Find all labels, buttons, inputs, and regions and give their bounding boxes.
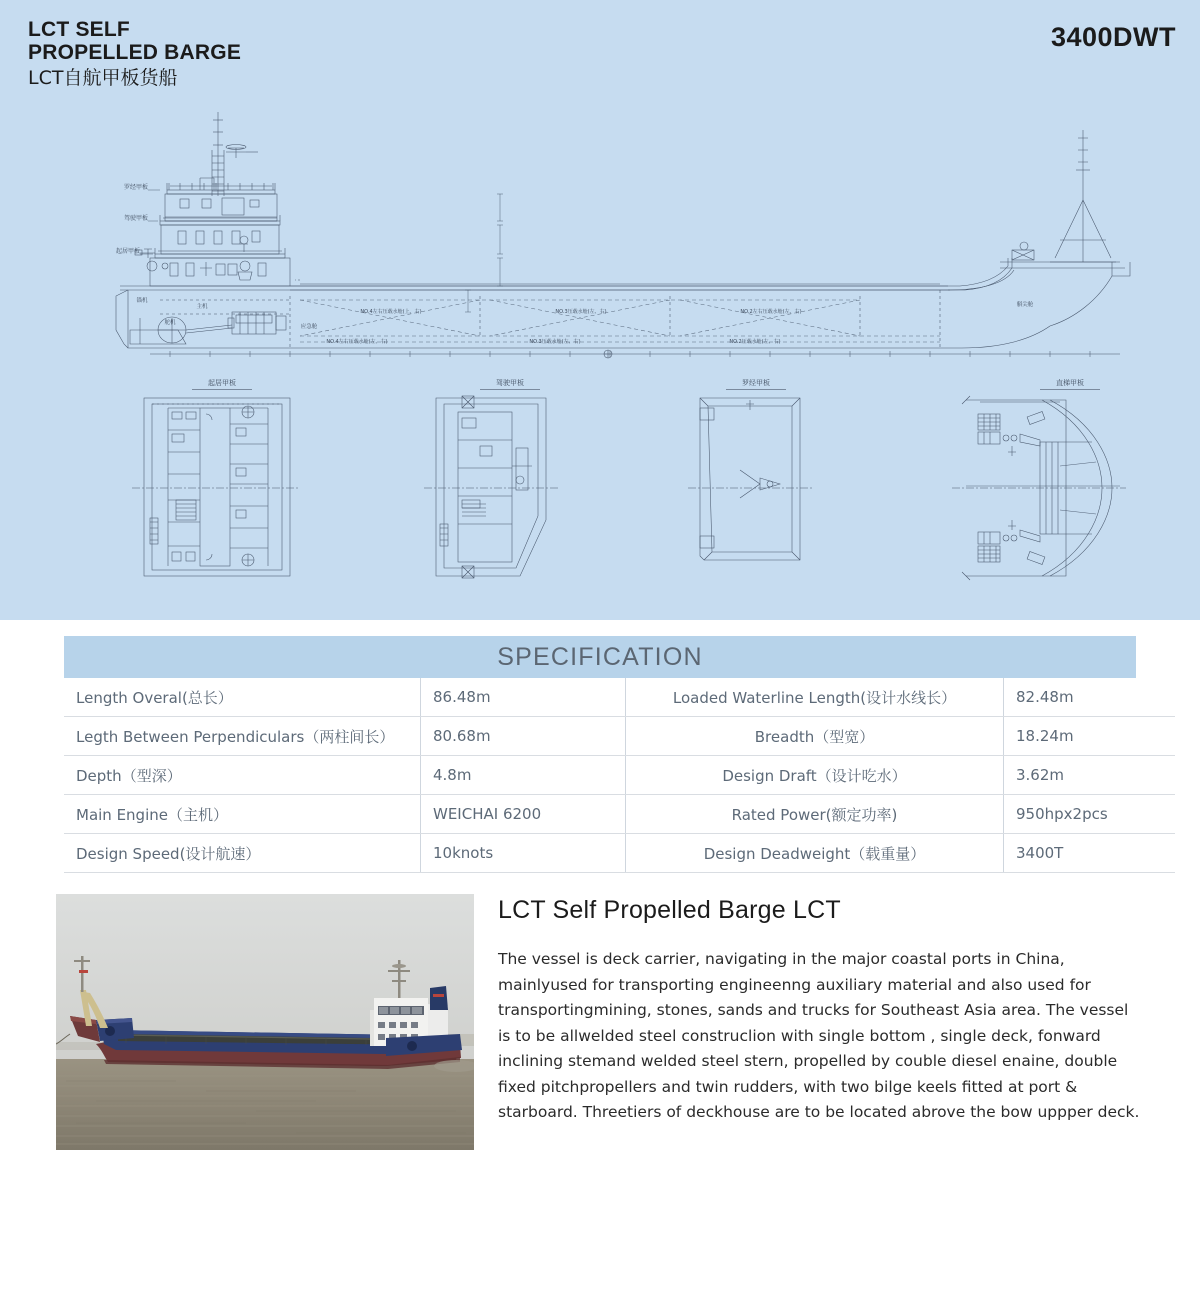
title-line-1: LCT SELF: [28, 18, 130, 41]
specification-section: [64, 636, 1136, 873]
profile-note-tank-3-upper: NO.3压载水舱(左、右): [555, 309, 607, 315]
spec-value: 80.68m: [421, 717, 626, 756]
table-row: [64, 834, 1175, 873]
deck-plan-label-accommodation: 起居甲板: [192, 378, 252, 390]
profile-note-tank-3-lower: NO.3压载水舱(左、右): [529, 339, 581, 345]
profile-note-tank-4-lower: NO.4左右压载水舱(左、右): [326, 339, 388, 345]
profile-note-windlass: 锚机: [136, 298, 148, 304]
profile-note-tank-2-lower: NO.2压载水舱(左、右): [729, 339, 781, 345]
profile-note-tank-4-upper: NO.4左右压载水舱(上、右): [360, 309, 422, 315]
profile-label-navigation-deck: 驾驶甲板: [123, 215, 148, 222]
spec-value: 950hpx2pcs: [1004, 795, 1176, 834]
profile-note-tank-2-upper: NO.2左右压载水舱(左、右): [740, 309, 802, 315]
spec-value: 3.62m: [1004, 756, 1176, 795]
description-body: The vessel is deck carrier, navigating in the major coastal ports in China, mainlyused for transporting engineenng auxiliary material and also used for transportingmining, stones, sands and trucks for Southeast Asia area. The vessel is to be allwelded steel construclion with single bottom , single deck, fonward inclining stemand welded steel stern, propelled by couble diesel enaine, double fixed pitchpropellers and twin rudders, with two bilge keels fitted at port & starboard. Threetiers of deckhouse are to be located abrove the bow uppper deck.: [498, 950, 1140, 1121]
vessel-photo: [56, 894, 474, 1150]
spec-value: 10knots: [421, 834, 626, 873]
deck-plan-label-compass: 罗经甲板: [726, 378, 786, 390]
profile-label-accommodation-deck: 起居甲板: [115, 248, 140, 255]
deck-plan-label-forecastle: 直梯甲板: [1040, 378, 1100, 390]
spec-value: 4.8m: [421, 756, 626, 795]
spec-value: 86.48m: [421, 678, 626, 717]
description-title: LCT Self Propelled Barge LCT: [498, 896, 841, 924]
description-section: [498, 896, 1143, 1126]
spec-key: Design Speed(设计航速）: [64, 834, 421, 873]
spec-key: Rated Power(额定功率): [626, 795, 1004, 834]
specification-table: [64, 678, 1175, 873]
spec-key: Length Overal(总长）: [64, 678, 421, 717]
spec-key: Design Draft（设计吃水）: [626, 756, 1004, 795]
profile-note-steering-gear: 舵机: [164, 320, 176, 326]
spec-key: Loaded Waterline Length(设计水线长）: [626, 678, 1004, 717]
spec-key: Breadth（型宽）: [626, 717, 1004, 756]
profile-note-main-engine: 主机: [196, 304, 208, 310]
drawing-panel: [0, 0, 1200, 620]
spec-key: Legth Between Perpendiculars（两柱间长）: [64, 717, 421, 756]
table-row: [64, 678, 1175, 717]
profile-note-emergency-tank: 应急舱: [300, 324, 318, 330]
spec-value: 18.24m: [1004, 717, 1176, 756]
spec-value: 82.48m: [1004, 678, 1176, 717]
spec-key: Depth（型深）: [64, 756, 421, 795]
table-row: [64, 756, 1175, 795]
spec-value: WEICHAI 6200: [421, 795, 626, 834]
deadweight-badge: 3400DWT: [1050, 22, 1176, 52]
spec-value: 3400T: [1004, 834, 1176, 873]
table-row: [64, 795, 1175, 834]
deck-plan-label-navigation: 驾驶甲板: [480, 378, 540, 390]
spec-key: Design Deadweight（载重量）: [626, 834, 1004, 873]
title-chinese: LCT自航甲板货船: [28, 67, 178, 89]
title-line-2: PROPELLED BARGE: [28, 41, 242, 64]
table-row: [64, 717, 1175, 756]
profile-note-forepeak: 艏尖舱: [1016, 302, 1034, 308]
specification-heading: SPECIFICATION: [64, 636, 1136, 678]
spec-key: Main Engine（主机）: [64, 795, 421, 834]
profile-label-compass-deck: 罗经甲板: [123, 184, 148, 191]
